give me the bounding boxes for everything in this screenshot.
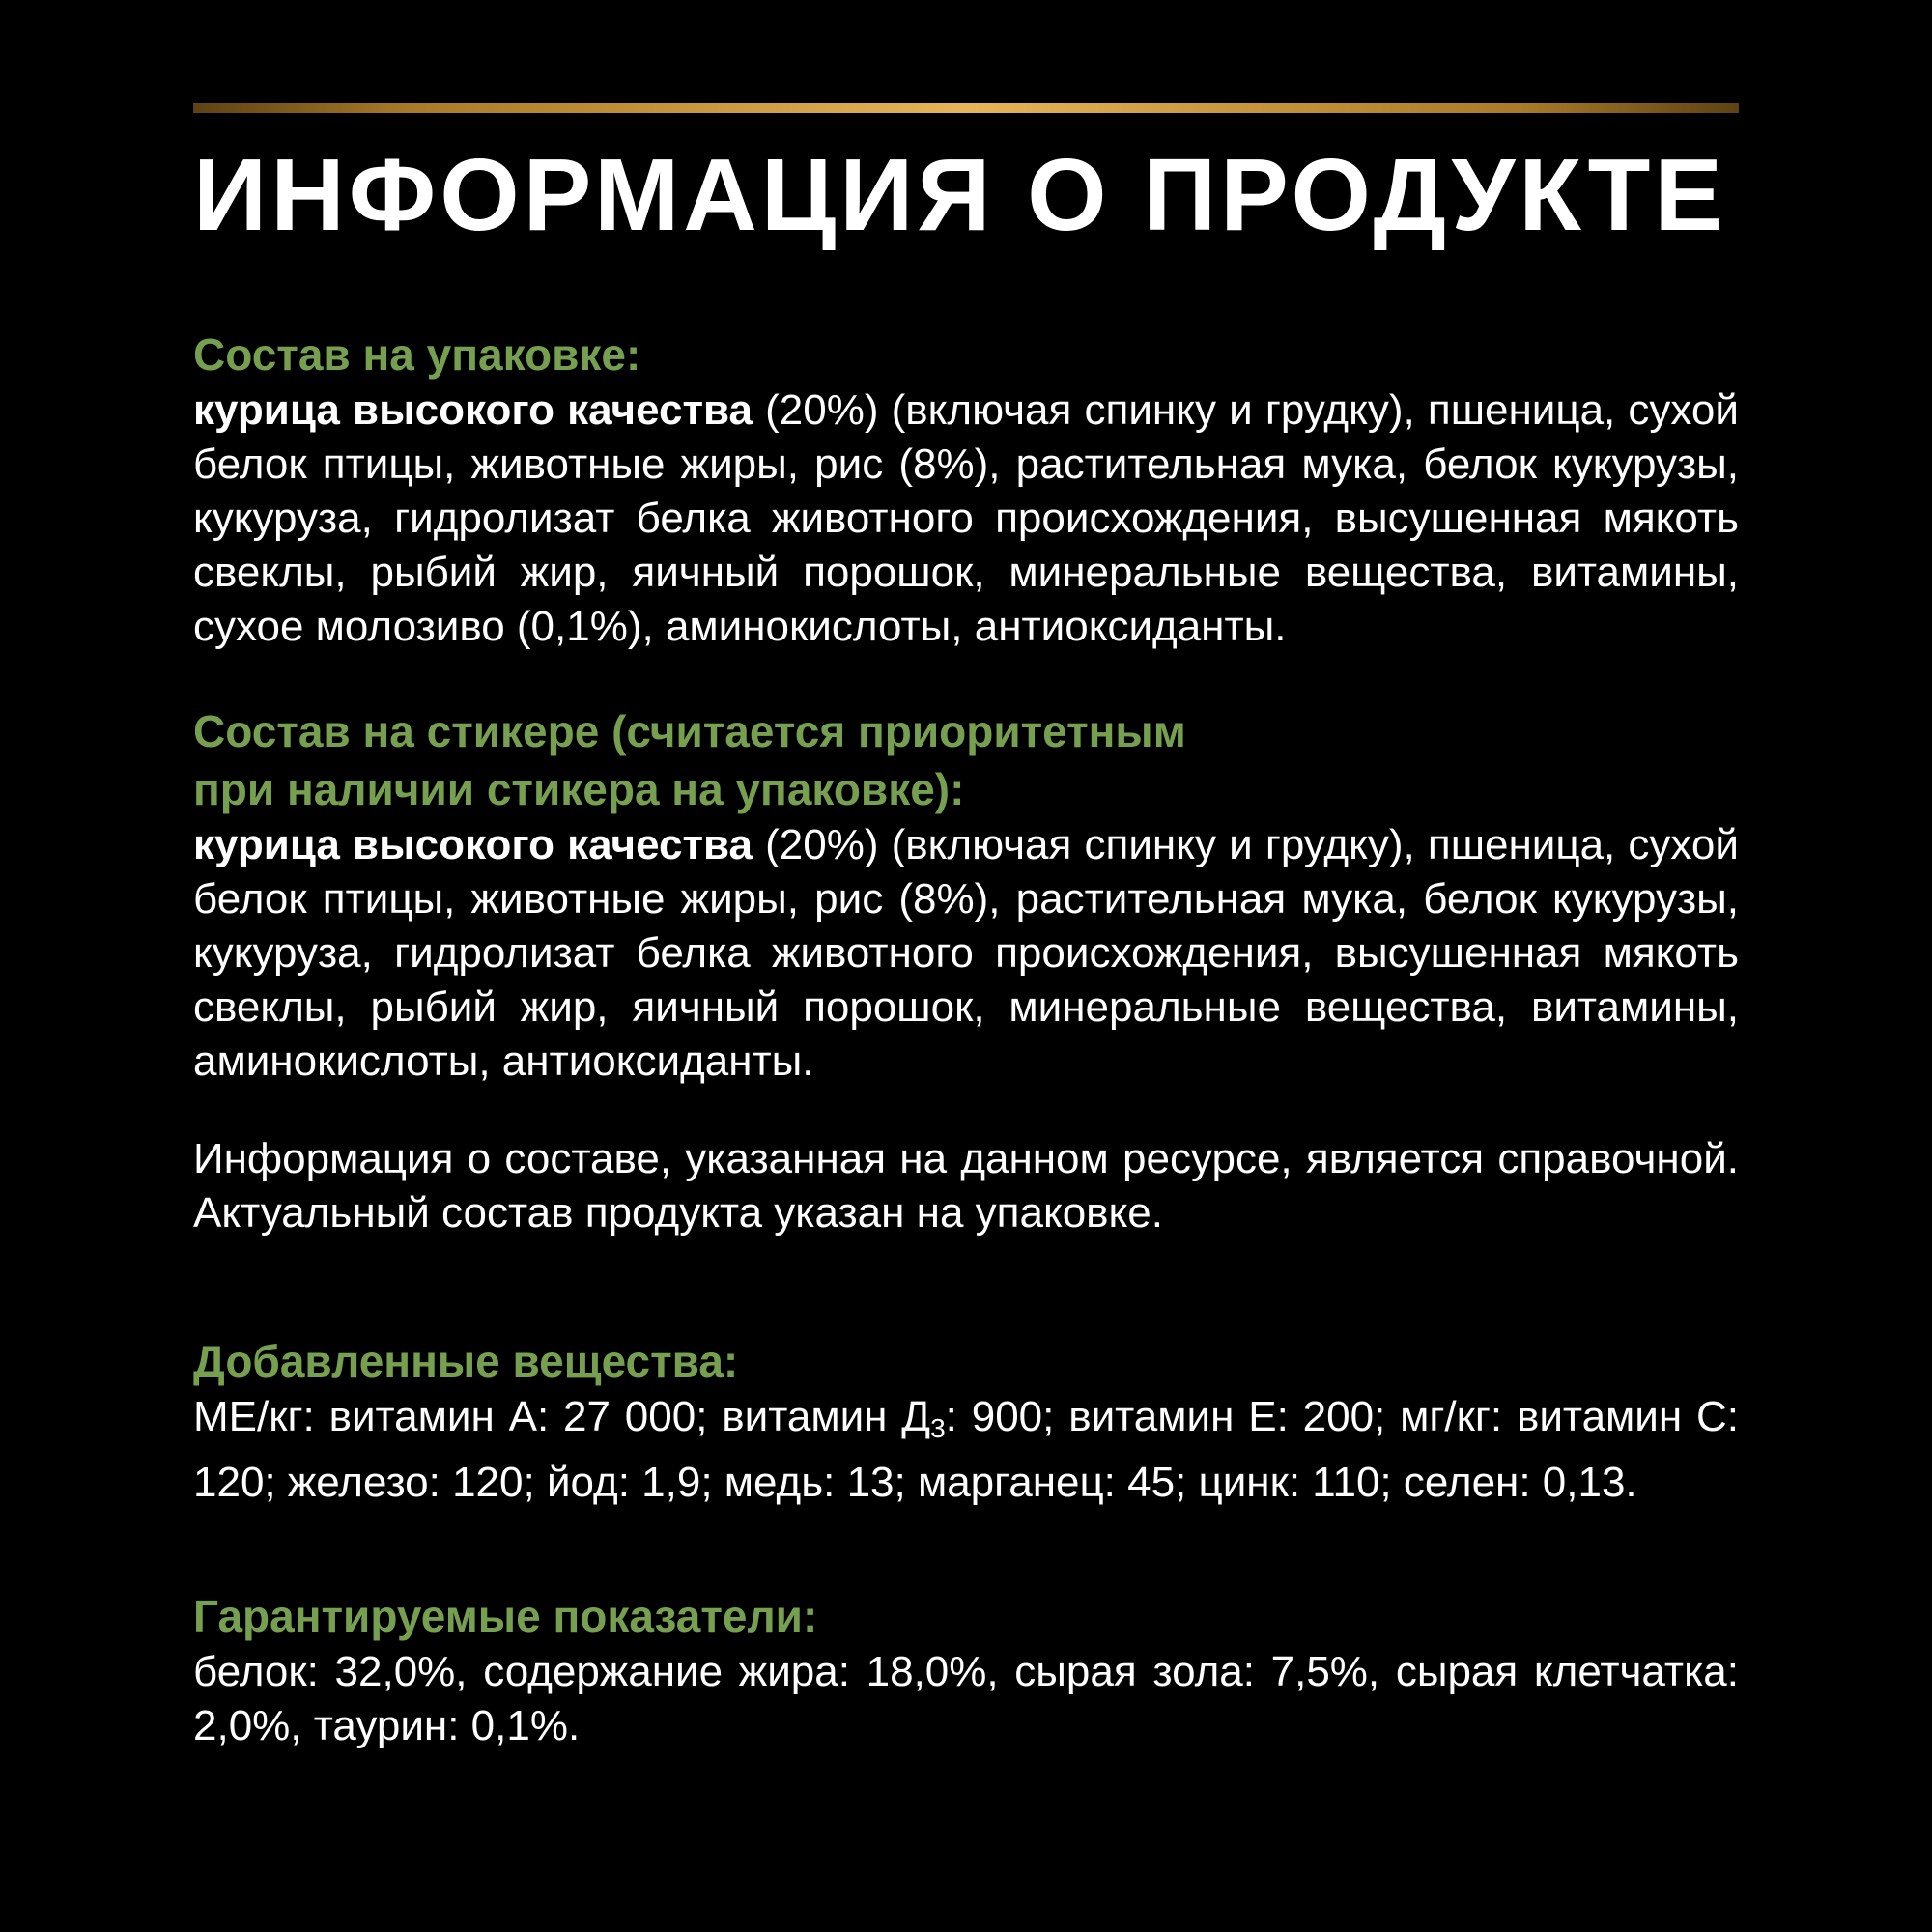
added-substances-paragraph: [193, 1390, 1739, 1510]
guaranteed-values-paragraph: белок: 32,0%, содержание жира: 18,0%, сырая зола: 7,5%, сырая клетчатка: 2,0%, таурин: 0,1%.: [193, 1648, 1739, 1749]
gold-divider-bar: [193, 103, 1739, 113]
composition-package-heading: Состав на упаковке:: [193, 329, 641, 380]
ingredient-bold-lead: курица высокого качества: [193, 821, 753, 868]
added-substances-heading: Добавленные вещества:: [193, 1336, 739, 1386]
page-title: ИНФОРМАЦИЯ О ПРОДУКТЕ: [193, 138, 1727, 252]
composition-sticker-heading-line2: при наличии стикера на упаковке):: [193, 764, 965, 814]
section-composition-sticker: [193, 702, 1739, 1089]
additives-text-after-subscript: : 900; витамин Е: 200; мг/кг: витамин С: 120; железо: 120; йод: 1,9; медь: 13; марганец: 45; цинк: 110; селен: 0,13.: [193, 1393, 1740, 1506]
composition-sticker-heading: [193, 702, 1739, 818]
composition-package-paragraph: [193, 384, 1739, 654]
section-added-substances: [193, 1332, 1739, 1510]
ingredient-bold-lead: курица высокого качества: [193, 386, 753, 434]
section-composition-package: [193, 326, 1739, 654]
composition-sticker-heading-line1: Состав на стикере (считается приоритетным: [193, 706, 1186, 756]
guaranteed-values-heading: Гарантируемые показатели:: [193, 1591, 818, 1641]
vitamin-d3-subscript: 3: [930, 1413, 946, 1443]
section-guaranteed-values: [193, 1587, 1739, 1753]
ingredient-list-text: (20%) (включая спинку и грудку), пшеница, сухой белок птицы, животные жиры, рис (8%), растительная мука, белок кукурузы, кукуруза, гидролизат белка животного происхождения, высушенная мякоть свеклы, рыбий жир, яичный порошок, минеральные вещества, витамины, аминокислоты, антиоксиданты.: [193, 821, 1739, 1085]
content-column: [0, 103, 1932, 1753]
composition-disclaimer-note: Информация о составе, указанная на данном ресурсе, является справочной. Актуальный состав продукта указан на упаковке.: [193, 1135, 1739, 1236]
additives-text-before-subscript: МЕ/кг: витамин А: 27 000; витамин Д: [193, 1393, 931, 1440]
composition-sticker-paragraph: [193, 818, 1739, 1089]
ingredient-list-text: (20%) (включая спинку и грудку), пшеница, сухой белок птицы, животные жиры, рис (8%), растительная мука, белок кукурузы, кукуруза, гидролизат белка животного происхождения, высушенная мякоть свеклы, рыбий жир, яичный порошок, минеральные вещества, витамины, сухое молозиво (0,1%), аминокислоты, антиоксиданты.: [193, 386, 1739, 650]
